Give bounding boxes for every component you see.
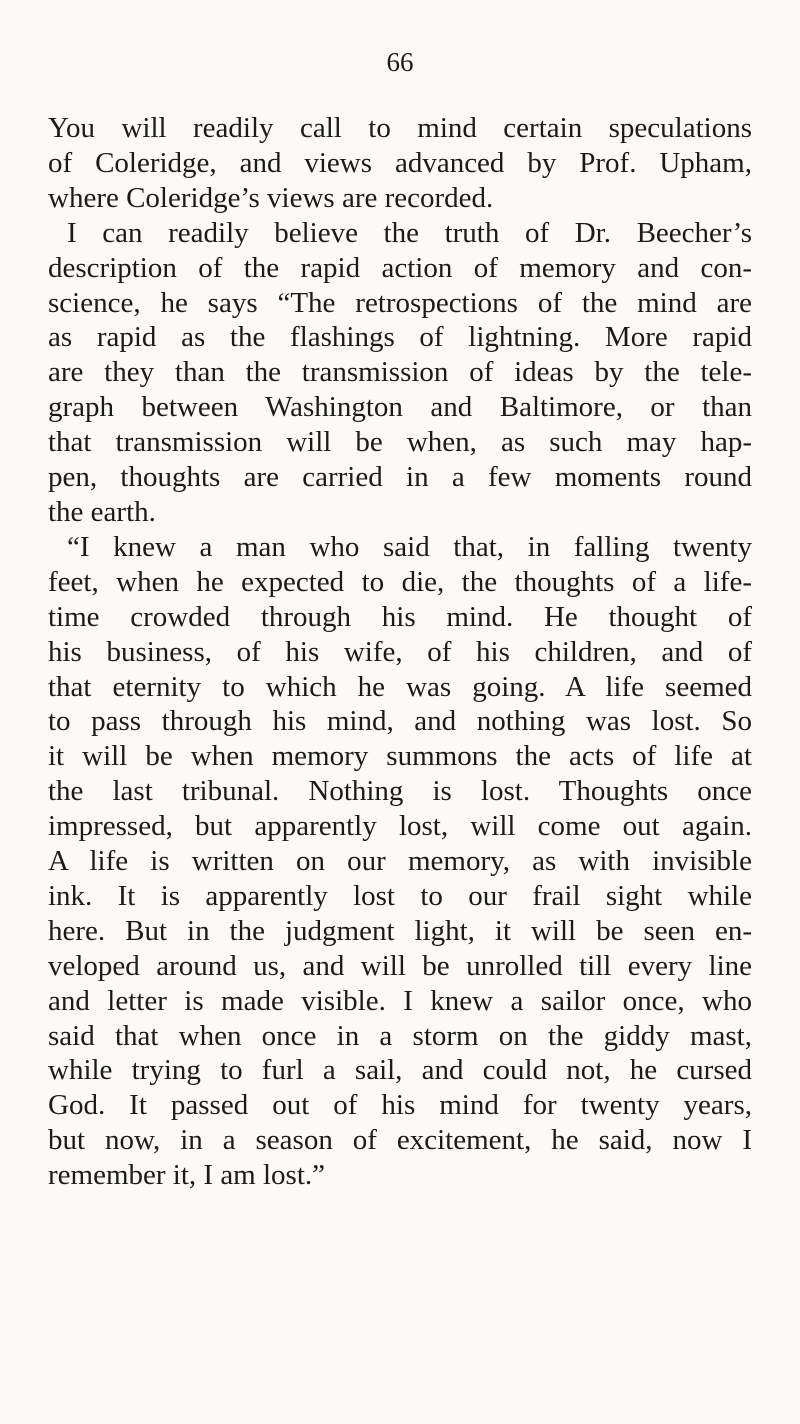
text-line: science, he says “The retrospections of the mind are bbox=[48, 286, 752, 319]
text-line: feet, when he expected to die, the thoughts of a life- bbox=[48, 565, 752, 598]
page-number: 66 bbox=[386, 47, 414, 77]
text-line: description of the rapid action of memory and con- bbox=[48, 251, 752, 284]
text-line: time crowded through his mind. He thought of bbox=[48, 600, 752, 633]
text-line: impressed, but apparently lost, will come out again. bbox=[48, 810, 752, 843]
text-line: his business, of his wife, of his children, and of bbox=[48, 635, 752, 668]
text-line: are they than the transmission of ideas by the tele- bbox=[48, 356, 752, 389]
text-line: to pass through his mind, and nothing was lost. So bbox=[48, 705, 752, 738]
text-line: ink. It is apparently lost to our frail sight while bbox=[48, 879, 752, 912]
text-line: while trying to furl a sail, and could not, he cursed bbox=[48, 1054, 752, 1087]
text-line: said that when once in a storm on the giddy mast, bbox=[48, 1019, 752, 1052]
text-line: here. But in the judgment light, it will be seen en- bbox=[48, 914, 752, 947]
text-line: God. It passed out of his mind for twenty years, bbox=[48, 1089, 752, 1122]
text-line: that eternity to which he was going. A life seemed bbox=[48, 670, 752, 703]
text-line: A life is written on our memory, as with invisible bbox=[48, 845, 752, 878]
text-line: the last tribunal. Nothing is lost. Thoughts once bbox=[48, 775, 752, 808]
text-line: as rapid as the flashings of lightning. More rapid bbox=[48, 321, 752, 354]
text-line: that transmission will be when, as such may hap- bbox=[48, 426, 752, 459]
text-line: where Coleridge’s views are recorded. bbox=[48, 181, 494, 214]
text-line: graph between Washington and Baltimore, or than bbox=[48, 391, 752, 424]
text-line: veloped around us, and will be unrolled till every line bbox=[48, 949, 752, 982]
body-text bbox=[48, 111, 752, 1193]
text-line: I can readily believe the truth of Dr. Beecher’s bbox=[67, 216, 752, 249]
text-line: it will be when memory summons the acts of life at bbox=[48, 740, 752, 773]
text-line: and letter is made visible. I knew a sailor once, who bbox=[48, 984, 752, 1017]
text-line: pen, thoughts are carried in a few moments round bbox=[48, 461, 752, 494]
text-line: “I knew a man who said that, in falling twenty bbox=[67, 530, 752, 563]
text-line: remember it, I am lost.” bbox=[48, 1159, 326, 1192]
text-line: but now, in a season of excitement, he said, now I bbox=[48, 1124, 752, 1157]
text-line: the earth. bbox=[48, 495, 156, 528]
text-line: You will readily call to mind certain speculations bbox=[48, 112, 752, 144]
text-line: of Coleridge, and views advanced by Prof. Upham, bbox=[48, 146, 752, 179]
